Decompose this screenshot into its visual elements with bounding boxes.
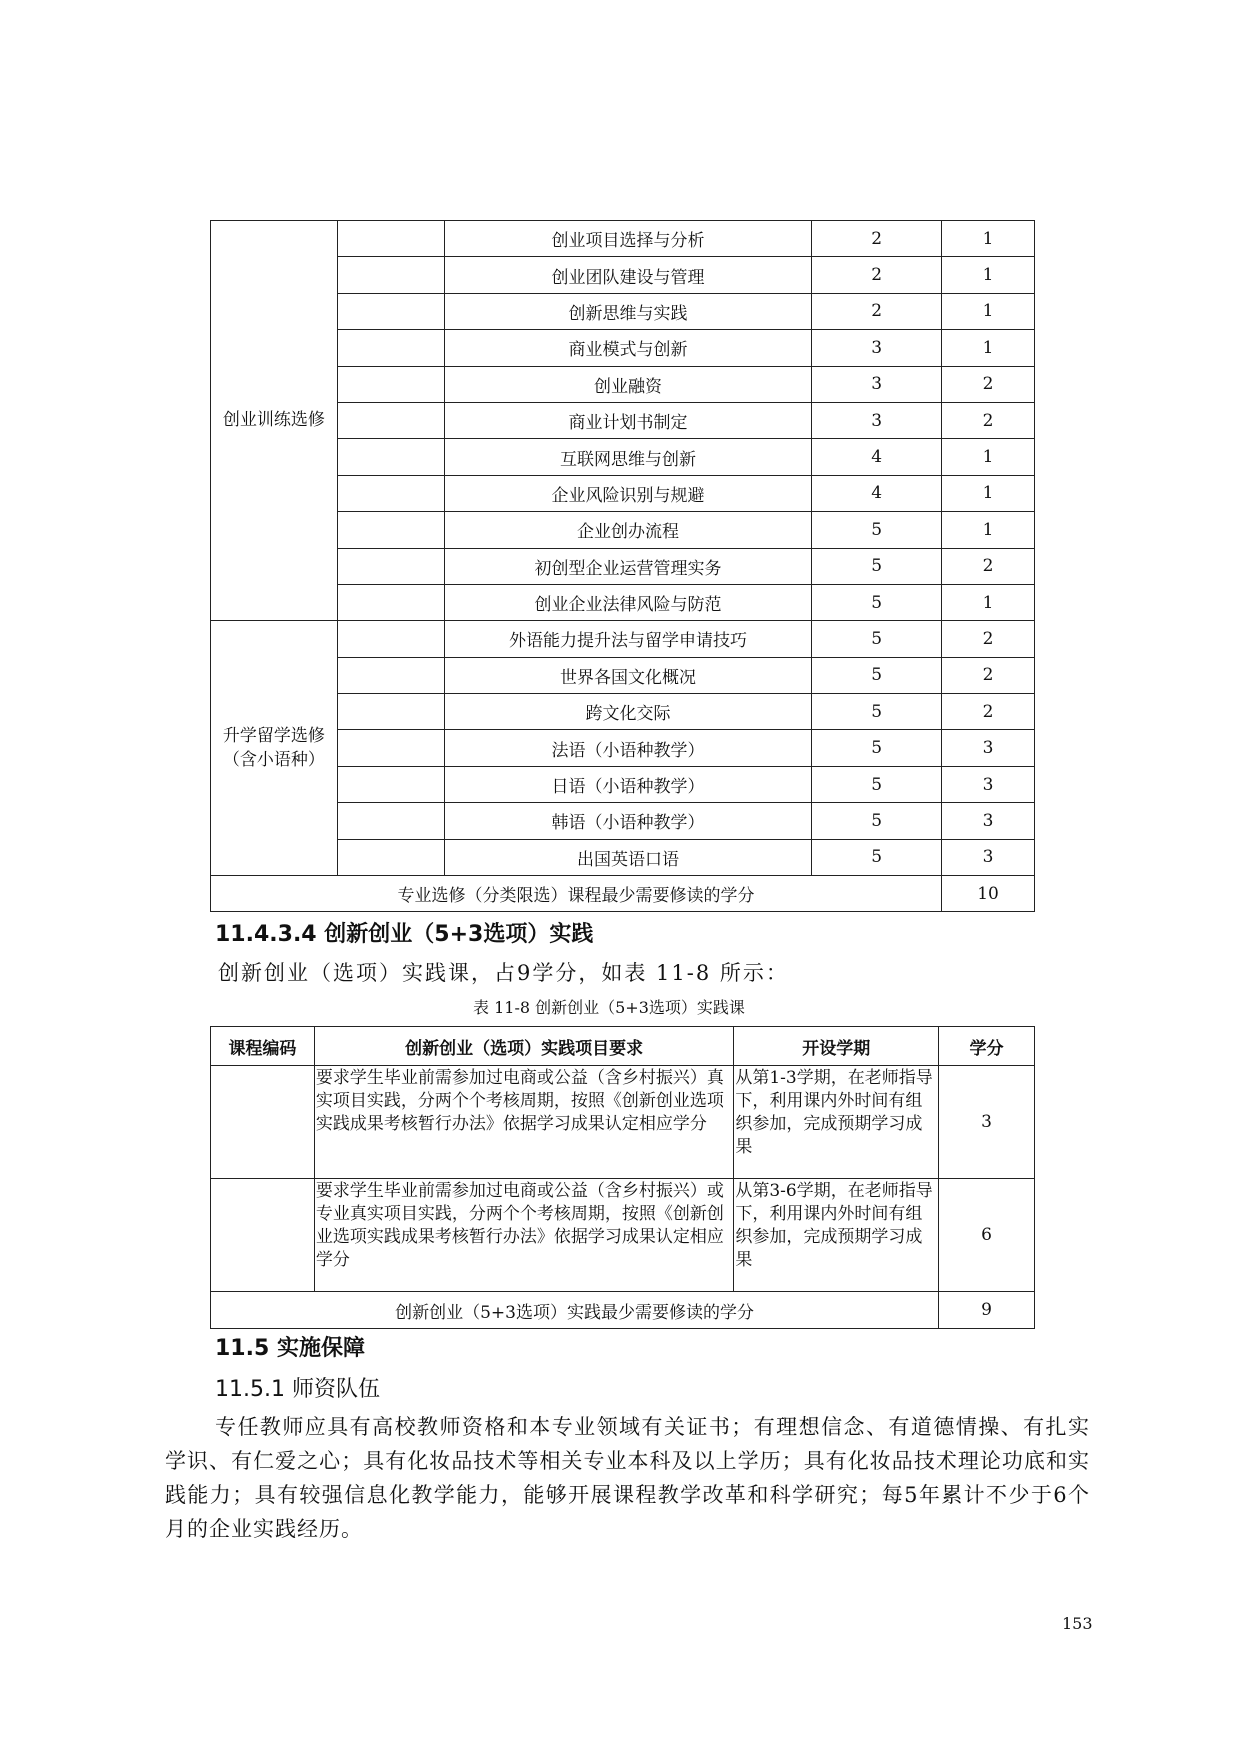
course-cell: 初创型企业运营管理实务 — [444, 548, 812, 584]
course-cell: 法语（小语种教学） — [444, 730, 812, 766]
heading-11-5-1: 11.5.1 师资队伍 — [215, 1377, 380, 1402]
course-cell: 创业融资 — [444, 366, 812, 402]
course-cell: 创新思维与实践 — [444, 293, 812, 329]
course-cell: 跨文化交际 — [444, 694, 812, 730]
term-cell: 2 — [812, 221, 942, 257]
credit-cell: 3 — [942, 839, 1035, 875]
course-cell: 世界各国文化概况 — [444, 657, 812, 693]
body-paragraph: 专任教师应具有高校教师资格和本专业领域有关证书；有理想信念、有道德情操、有扎实学识、有仁爱之心；具有化妆品技术等相关专业本科及以上学历；具有化妆品技术理论功底和实践能力；具有较强信息化教学能力，能够开展课程教学改革和科学研究；每5年累计不少于6个月的企业实践经历。 — [165, 1415, 1090, 1541]
course-code-cell — [211, 1066, 315, 1179]
header-term: 开设学期 — [734, 1027, 939, 1066]
course-cell: 商业模式与创新 — [444, 330, 812, 366]
credit-cell: 2 — [942, 366, 1035, 402]
code-cell — [337, 694, 444, 730]
term-cell: 5 — [812, 730, 942, 766]
header-requirement: 创新创业（选项）实践项目要求 — [314, 1027, 733, 1066]
course-cell: 创业项目选择与分析 — [444, 221, 812, 257]
total-label: 专业选修（分类限选）课程最少需要修读的学分 — [211, 876, 942, 912]
total-row — [211, 1292, 1035, 1329]
course-cell: 创业企业法律风险与防范 — [444, 584, 812, 620]
practice-table — [210, 1026, 1035, 1329]
credit-cell: 3 — [942, 730, 1035, 766]
code-cell — [337, 730, 444, 766]
page-number: 153 — [1062, 1614, 1093, 1633]
table-row — [211, 1066, 1035, 1179]
course-cell: 企业风险识别与规避 — [444, 475, 812, 511]
course-cell: 出国英语口语 — [444, 839, 812, 875]
term-cell: 5 — [812, 694, 942, 730]
table-row — [211, 1179, 1035, 1292]
table-header-row — [211, 1027, 1035, 1066]
requirement-cell: 要求学生毕业前需参加过电商或公益（含乡村振兴）真实项目实践，分两个个考核周期，按照《创新创业选项实践成果考核暂行办法》依据学习成果认定相应学分 — [314, 1066, 733, 1179]
term-cell: 5 — [812, 621, 942, 657]
term-cell: 3 — [812, 402, 942, 438]
term-cell: 4 — [812, 475, 942, 511]
table-row — [211, 621, 1035, 657]
header-course-code: 课程编码 — [211, 1027, 315, 1066]
credit-cell: 3 — [942, 803, 1035, 839]
code-cell — [337, 330, 444, 366]
credit-cell: 1 — [942, 257, 1035, 293]
credit-cell: 2 — [942, 402, 1035, 438]
credit-cell: 2 — [942, 548, 1035, 584]
category-cell — [211, 221, 338, 621]
code-cell — [337, 584, 444, 620]
total-value: 10 — [942, 876, 1035, 912]
category-label: 创业训练选修 — [222, 410, 325, 431]
term-cell: 4 — [812, 439, 942, 475]
term-cell: 3 — [812, 366, 942, 402]
credit-cell: 1 — [942, 475, 1035, 511]
term-cell: 从第1-3学期，在老师指导下，利用课内外时间有组织参加，完成预期学习成果 — [734, 1066, 939, 1179]
section-heading: 11.4.3.4 创新创业（5+3选项）实践 — [215, 922, 594, 947]
code-cell — [337, 512, 444, 548]
term-cell: 5 — [812, 766, 942, 802]
code-cell — [337, 402, 444, 438]
course-cell: 商业计划书制定 — [444, 402, 812, 438]
course-cell: 互联网思维与创新 — [444, 439, 812, 475]
code-cell — [337, 803, 444, 839]
term-cell: 5 — [812, 839, 942, 875]
code-cell — [337, 221, 444, 257]
category-label-line2: （含小语种） — [222, 750, 325, 771]
credit-cell: 2 — [942, 621, 1035, 657]
credit-cell: 1 — [942, 221, 1035, 257]
credit-cell: 3 — [942, 766, 1035, 802]
term-cell: 5 — [812, 584, 942, 620]
elective-courses-table — [210, 220, 1035, 912]
term-cell: 5 — [812, 657, 942, 693]
term-cell: 3 — [812, 330, 942, 366]
credit-cell: 3 — [939, 1066, 1035, 1179]
term-cell: 5 — [812, 803, 942, 839]
code-cell — [337, 839, 444, 875]
code-cell — [337, 257, 444, 293]
header-credit: 学分 — [939, 1027, 1035, 1066]
course-cell: 创业团队建设与管理 — [444, 257, 812, 293]
credit-cell: 1 — [942, 293, 1035, 329]
code-cell — [337, 548, 444, 584]
course-cell: 外语能力提升法与留学申请技巧 — [444, 621, 812, 657]
heading-11-5: 11.5 实施保障 — [215, 1336, 365, 1361]
credit-cell: 2 — [942, 657, 1035, 693]
intro-text: 创新创业（选项）实践课，占9学分，如表 11-8 所示： — [218, 961, 789, 985]
course-code-cell — [211, 1179, 315, 1292]
category-label: 升学留学选修 — [222, 725, 325, 746]
term-cell: 5 — [812, 548, 942, 584]
table-caption: 表 11-8 创新创业（5+3选项）实践课 — [473, 998, 745, 1017]
course-cell: 韩语（小语种教学） — [444, 803, 812, 839]
total-label: 创新创业（5+3选项）实践最少需要修读的学分 — [211, 1292, 939, 1329]
credit-cell: 1 — [942, 439, 1035, 475]
code-cell — [337, 657, 444, 693]
total-value: 9 — [939, 1292, 1035, 1329]
term-cell: 2 — [812, 293, 942, 329]
code-cell — [337, 621, 444, 657]
code-cell — [337, 475, 444, 511]
credit-cell: 1 — [942, 330, 1035, 366]
term-cell: 5 — [812, 512, 942, 548]
term-cell: 2 — [812, 257, 942, 293]
requirement-cell: 要求学生毕业前需参加过电商或公益（含乡村振兴）或专业真实项目实践，分两个个考核周期，按照《创新创业选项实践成果考核暂行办法》依据学习成果认定相应学分 — [314, 1179, 733, 1292]
code-cell — [337, 366, 444, 402]
credit-cell: 1 — [942, 584, 1035, 620]
code-cell — [337, 439, 444, 475]
table-row — [211, 221, 1035, 257]
term-cell: 从第3-6学期，在老师指导下，利用课内外时间有组织参加，完成预期学习成果 — [734, 1179, 939, 1292]
code-cell — [337, 293, 444, 329]
credit-cell: 6 — [939, 1179, 1035, 1292]
code-cell — [337, 766, 444, 802]
credit-cell: 2 — [942, 694, 1035, 730]
category-cell — [211, 621, 338, 876]
credit-cell: 1 — [942, 512, 1035, 548]
course-cell: 日语（小语种教学） — [444, 766, 812, 802]
course-cell: 企业创办流程 — [444, 512, 812, 548]
total-row — [211, 876, 1035, 912]
